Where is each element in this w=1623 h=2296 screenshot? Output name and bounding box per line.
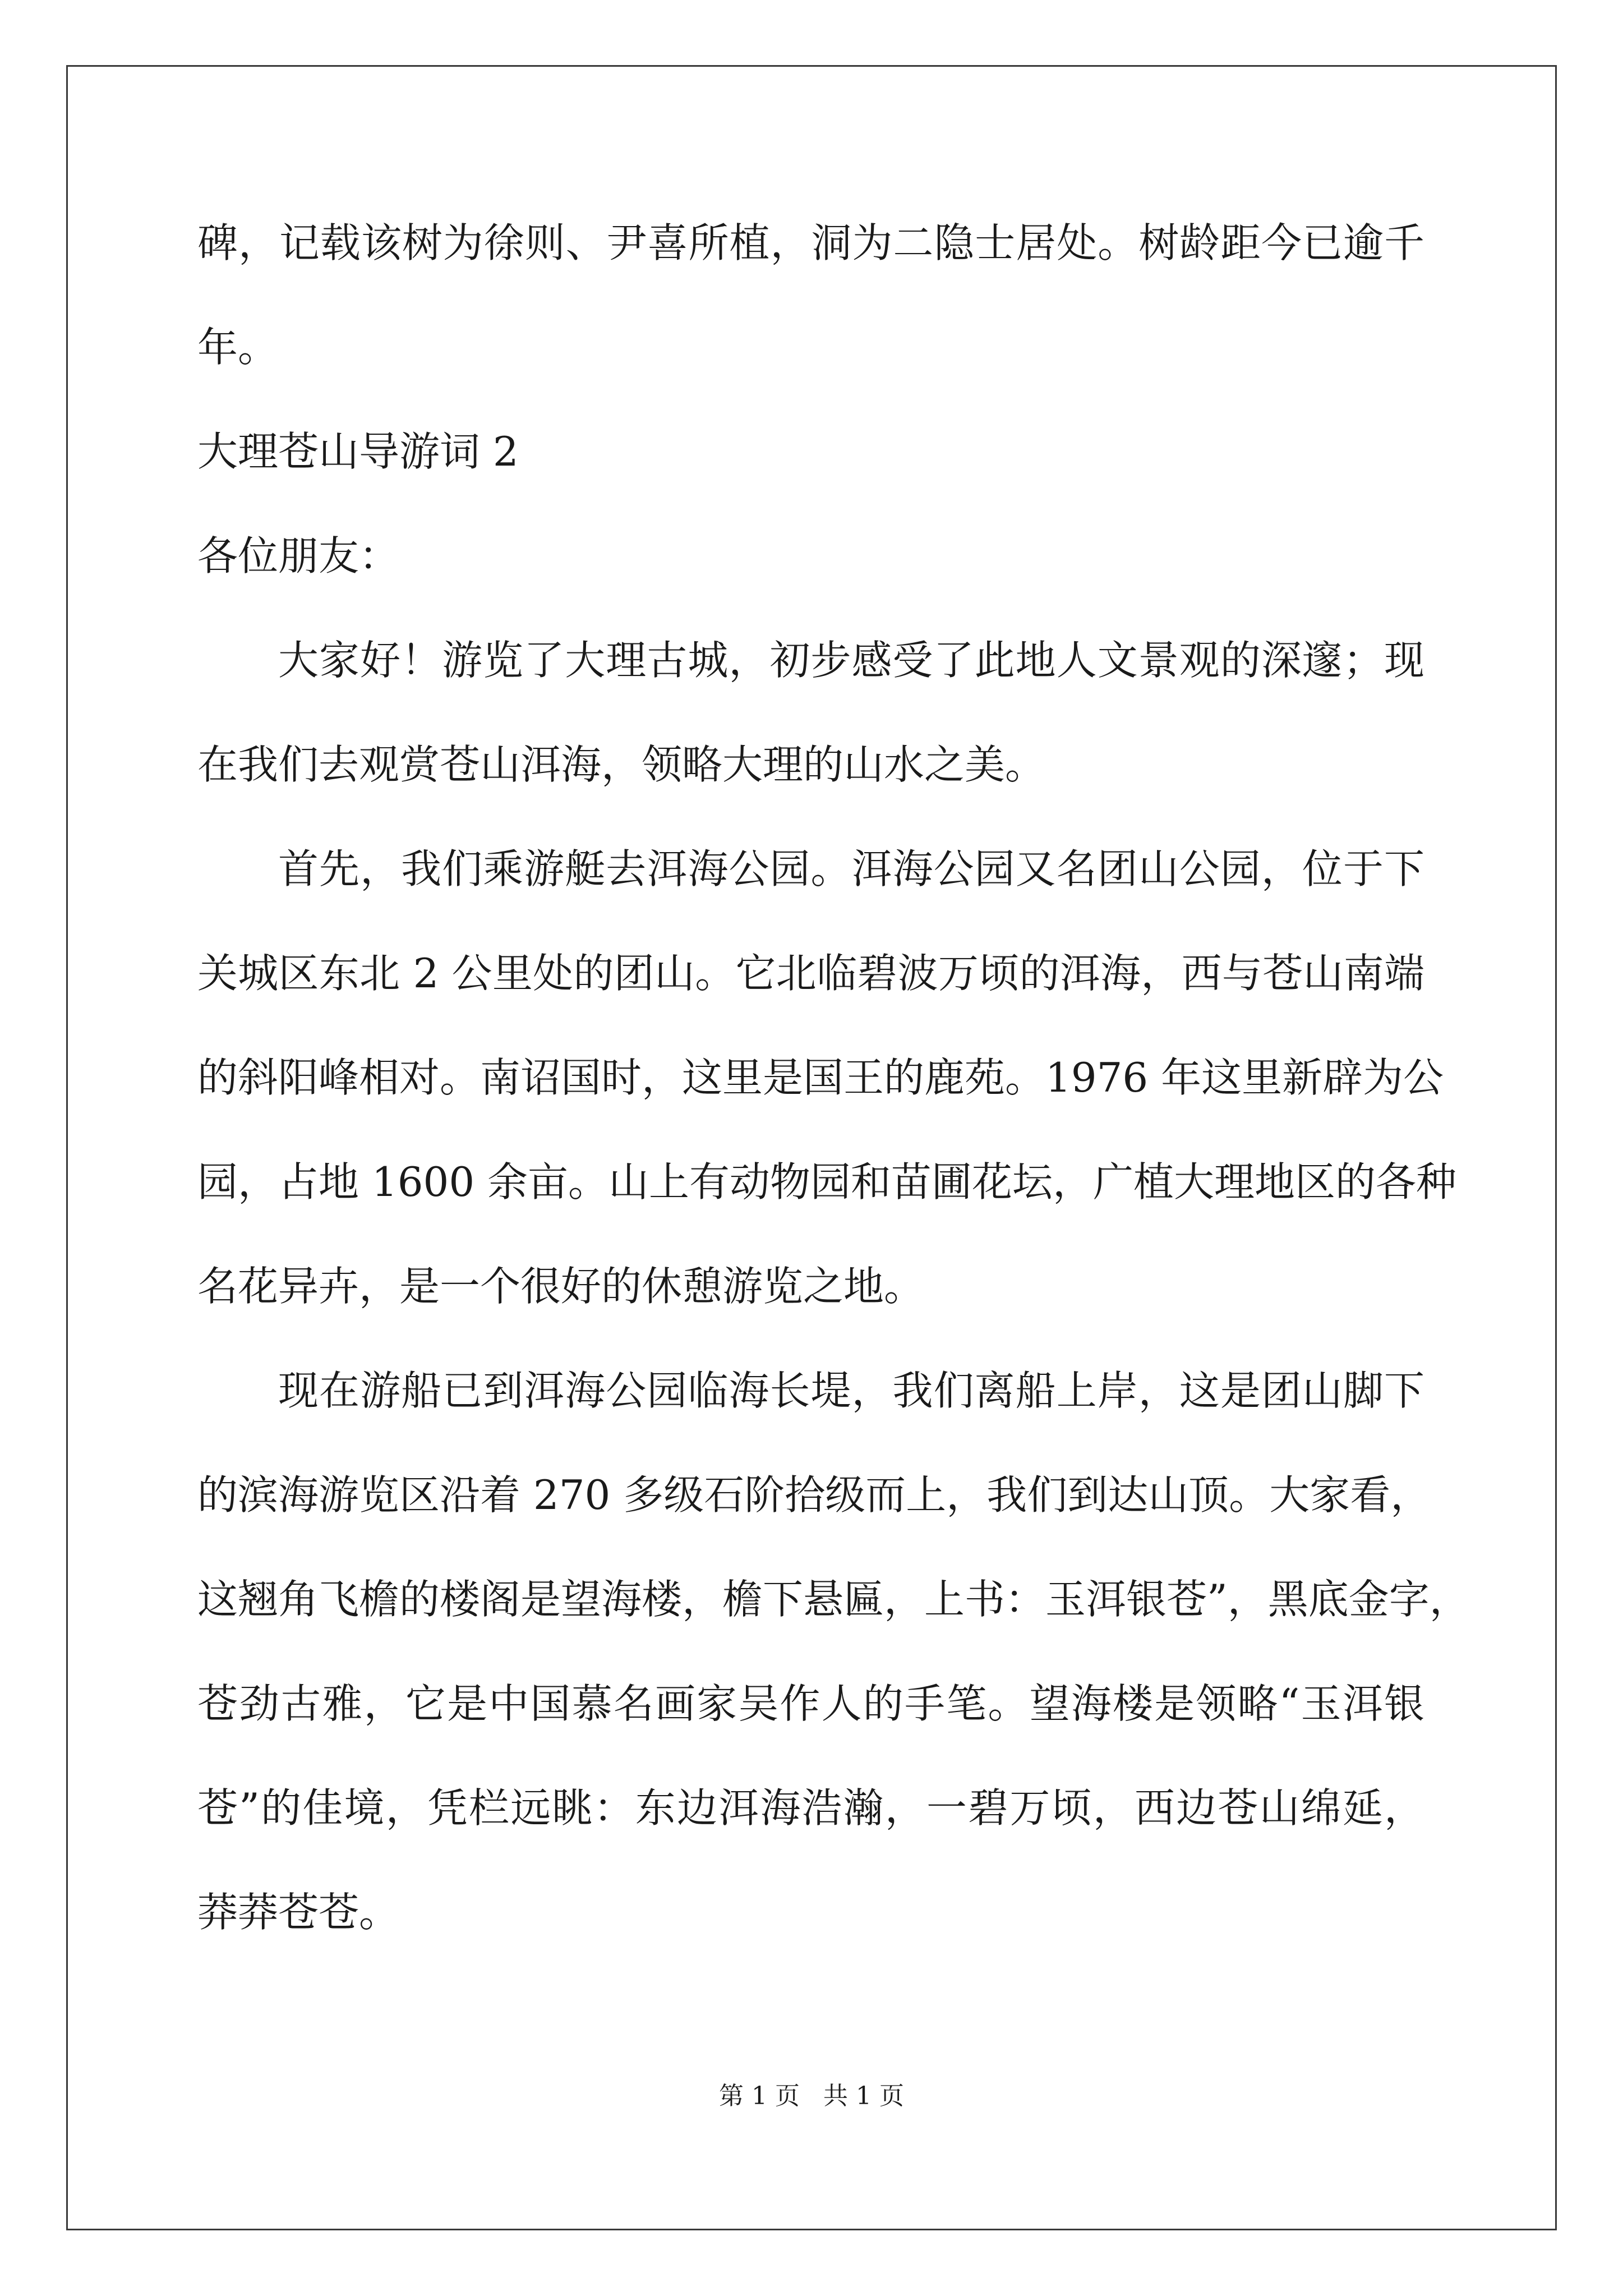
paragraph-line: 这翘角飞檐的楼阁是望海楼，檐下悬匾，上书：玉洱银苍”，黑底金字，: [197, 1576, 1470, 1623]
paragraph-line: 现在游船已到洱海公园临海长堤，我们离船上岸，这是团山脚下: [278, 1367, 1424, 1414]
paragraph-line: 首先，我们乘游艇去洱海公园。洱海公园又名团山公园，位于下: [278, 845, 1424, 892]
document-body: [197, 191, 1470, 1964]
page-footer: 第 1 页 共 1 页: [719, 2082, 904, 2110]
paragraph-line: 苍”的佳境，凭栏远眺：东边洱海浩瀚，一碧万顷，西边苍山绵延，: [197, 1784, 1424, 1832]
paragraph-line: 的滨海游览区沿着 270 多级石阶拾级而上，我们到达山顶。大家看，: [197, 1471, 1431, 1519]
paragraph-line: 名花异卉，是一个很好的休憩游览之地。: [197, 1263, 925, 1310]
section-heading: 大理苍山导游词 2: [197, 428, 519, 475]
paragraph-line: 年。: [197, 324, 279, 371]
paragraph-line: 的斜阳峰相对。南诏国时，这里是国王的鹿苑。1976 年这里新辟为公: [197, 1054, 1444, 1101]
paragraph-line: 莽莽苍苍。: [197, 1889, 400, 1936]
paragraph-line: 在我们去观赏苍山洱海，领略大理的山水之美。: [197, 741, 1046, 788]
paragraph-line: 碑，记载该树为徐则、尹喜所植，洞为二隐士居处。树龄距今已逾千: [197, 219, 1424, 266]
paragraph-line: 园，占地 1600 余亩。山上有动物园和苗圃花坛，广植大理地区的各种: [197, 1158, 1457, 1205]
paragraph-line: 苍劲古雅，它是中国慕名画家吴作人的手笔。望海楼是领略“玉洱银: [197, 1680, 1424, 1727]
paragraph-line: 关城区东北 2 公里处的团山。它北临碧波万顷的洱海，西与苍山南端: [197, 950, 1424, 997]
paragraph-line: 大家好！游览了大理古城，初步感受了此地人文景观的深邃；现: [278, 637, 1424, 684]
salutation: 各位朋友：: [197, 532, 400, 579]
